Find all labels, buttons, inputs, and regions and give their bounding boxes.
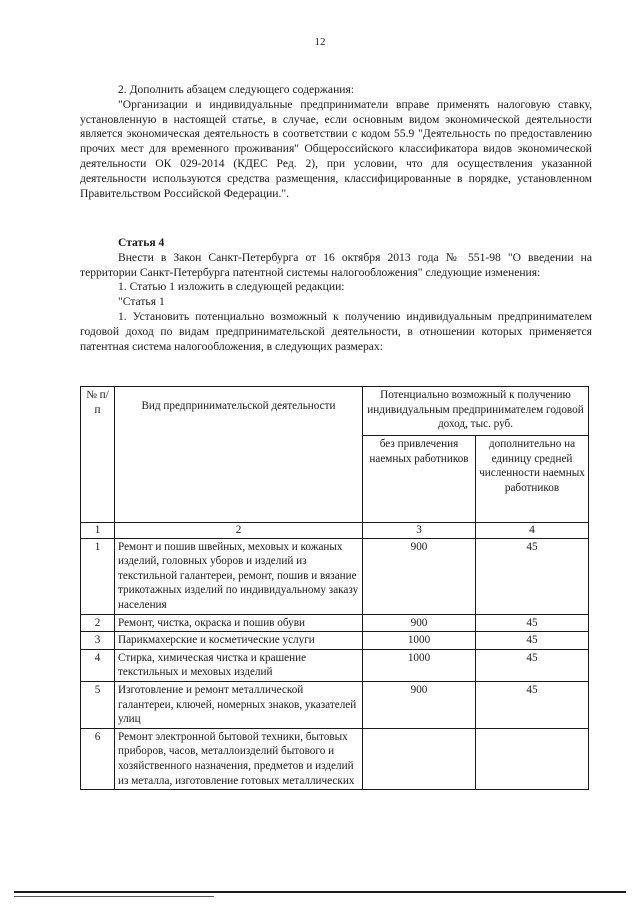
colnum: 1	[81, 523, 115, 539]
row-additional	[476, 728, 589, 789]
colnum: 2	[115, 523, 363, 539]
paragraph: Внести в Закон Санкт-Петербурга от 16 октября 2013 года № 551-98 "О введении на территории Санкт-Петербурга патентной системы налогообложения" следующие изменения:	[80, 250, 592, 279]
header-activity: Вид предпринимательской деятельности	[115, 387, 363, 523]
header-income: Потенциально возможный к получению индивидуальным предпринимателем годовой доход, тыс. руб.	[363, 387, 589, 436]
article-title: Статья 4	[118, 236, 165, 249]
paragraph: 1. Установить потенциально возможный к получению индивидуальным предпринимателем годовой доход по видам предпринимательской деятельности, в отношении которых применяется патентная система налогообложения, в следующих размерах:	[80, 309, 592, 353]
row-additional: 45	[476, 681, 589, 728]
paragraph: "Организации и индивидуальные предприниматели вправе применять налоговую ставку, установленную в настоящей статье, в случае, если основным видом экономической деятельности является экономическая деятельность в соответствии с кодом 55.9 "Деятельность по предоставлению прочих мест для временного проживания" Общероссийского классификатора видов экономической деятельности ОК 029-2014 (КДЕС Ред. 2), при условии, что для осуществления указанной деятельности используются средства размещения, классифицированные в порядке, установленном Правительством Российской Федерации.".	[80, 97, 592, 200]
paragraph: 1. Статью 1 изложить в следующей редакции:	[118, 280, 345, 294]
row-without: 900	[363, 538, 476, 614]
row-additional: 45	[476, 614, 589, 632]
row-num: 4	[81, 649, 115, 681]
page-bottom-rule	[14, 891, 626, 893]
header-without: без привлечения наемных работников	[363, 436, 476, 523]
row-activity: Ремонт, чистка, окраска и пошив обуви	[115, 614, 363, 632]
row-without: 1000	[363, 649, 476, 681]
paragraph: "Статья 1	[118, 295, 165, 309]
page-number: 12	[314, 36, 326, 48]
table-row	[81, 728, 589, 789]
row-num: 5	[81, 681, 115, 728]
page-bottom-rule-thin	[14, 896, 214, 897]
row-activity: Ремонт электронной бытовой техники, бытовых приборов, часов, металлоизделий бытового и хозяйственного назначения, предметов и изделий из металла, изготовление готовых металлических	[115, 728, 363, 789]
row-activity: Парикмахерские и косметические услуги	[115, 632, 363, 650]
row-activity: Ремонт и пошив швейных, меховых и кожаных изделий, головных уборов и изделий из текстильной галантереи, ремонт, пошив и вязание трикотажных изделий по индивидуальному заказу населения	[115, 538, 363, 614]
header-additional: дополнительно на единицу средней численности наемных работников	[476, 436, 589, 523]
row-num: 6	[81, 728, 115, 789]
header-num: № п/п	[81, 387, 115, 523]
article-4-block	[80, 230, 592, 354]
income-table	[80, 386, 589, 790]
colnum: 3	[363, 523, 476, 539]
paragraph: 2. Дополнить абзацем следующего содержания:	[118, 83, 355, 96]
row-activity: Изготовление и ремонт металлической галантереи, ключей, номерных знаков, указателей улиц	[115, 681, 363, 728]
row-num: 1	[81, 538, 115, 614]
row-num: 2	[81, 614, 115, 632]
row-without: 1000	[363, 632, 476, 650]
row-without: 900	[363, 614, 476, 632]
table-row	[81, 649, 589, 681]
table-header-row	[81, 387, 589, 436]
row-without: 900	[363, 681, 476, 728]
table-row	[81, 614, 589, 632]
table-row	[81, 632, 589, 650]
row-additional: 45	[476, 632, 589, 650]
table-colnum-row	[81, 523, 589, 539]
row-activity: Стирка, химическая чистка и крашение текстильных и меховых изделий	[115, 649, 363, 681]
row-num: 3	[81, 632, 115, 650]
row-additional: 45	[476, 649, 589, 681]
amendment-block	[80, 83, 592, 201]
table-row	[81, 681, 589, 728]
row-without	[363, 728, 476, 789]
colnum: 4	[476, 523, 589, 539]
row-additional: 45	[476, 538, 589, 614]
table-row	[81, 538, 589, 614]
